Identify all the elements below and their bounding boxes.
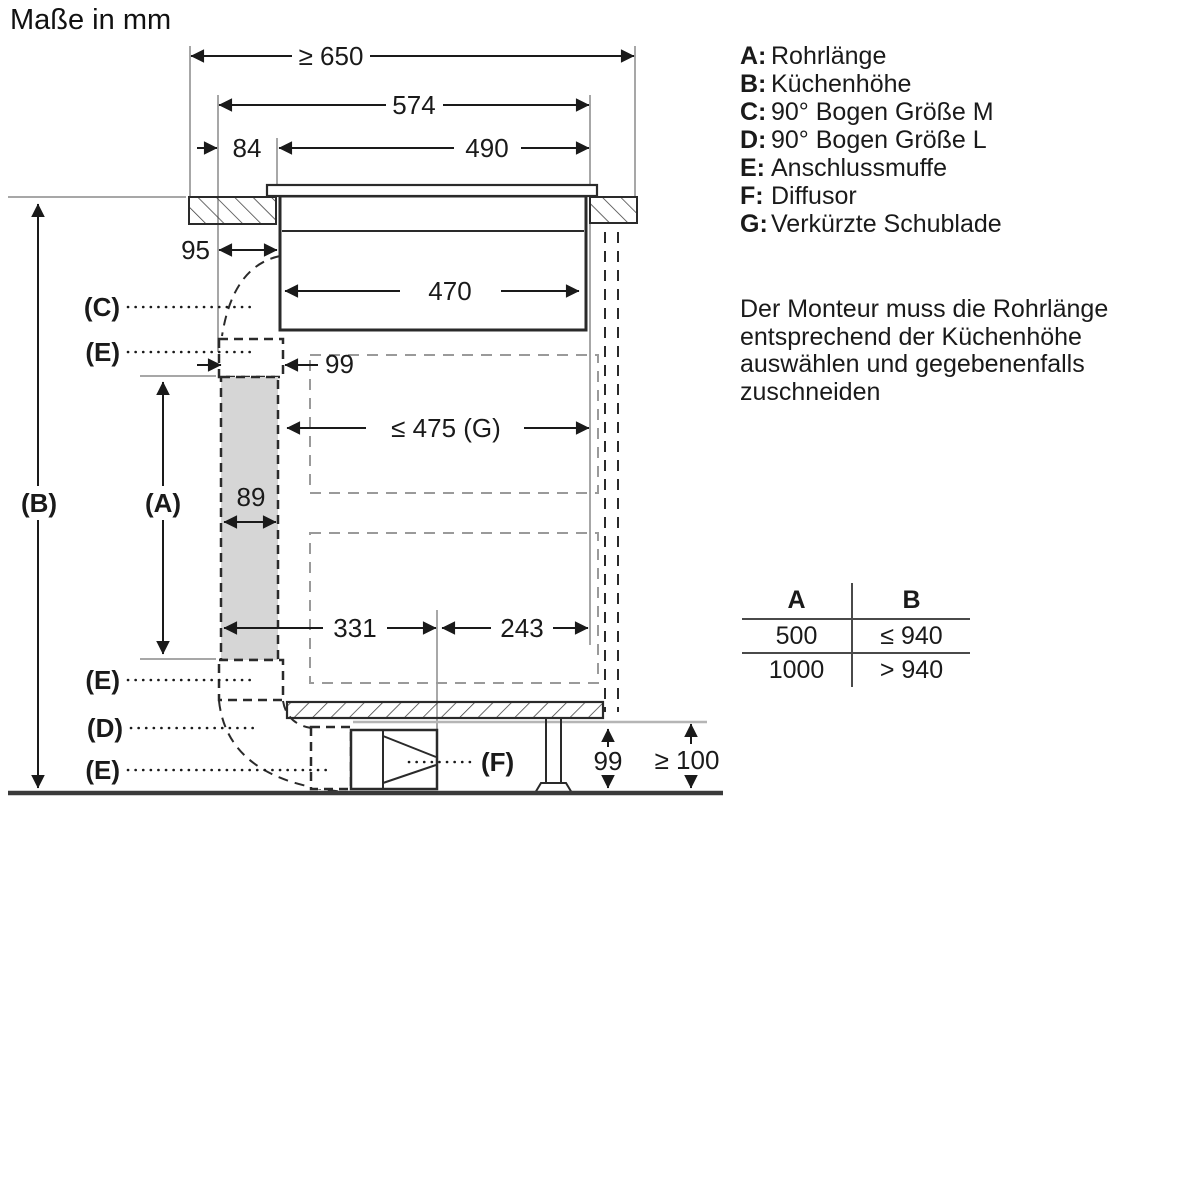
- dim-rear-offset: 95: [181, 235, 210, 265]
- dim-drawer-depth: ≤ 475 (G): [391, 413, 501, 443]
- callout-e-top: (E): [85, 337, 120, 367]
- dim-cutout-width: 574: [392, 90, 436, 120]
- dim-run-left: 331: [333, 613, 377, 643]
- callout-f: (F): [481, 747, 515, 777]
- legend-key-d: D:: [740, 126, 767, 154]
- dimension-lines: [38, 56, 691, 788]
- callout-d: (D): [86, 713, 123, 743]
- legend: [740, 42, 1002, 238]
- legend-key-c: C:: [740, 98, 767, 126]
- dim-hob-width: 490: [465, 133, 509, 163]
- note-line-2: entsprechend der Küchenhöhe: [740, 322, 1082, 351]
- dim-box-width: 470: [428, 276, 472, 306]
- cabinet-side-panel-dashed: [605, 232, 618, 712]
- dim-plinth-height: 99: [593, 746, 623, 776]
- diffusor: [351, 730, 437, 789]
- sleeve-e-top: [219, 339, 283, 377]
- legend-key-a: A:: [740, 42, 767, 70]
- callout-a: (A): [144, 488, 182, 518]
- page-title: Maße in mm: [10, 4, 172, 36]
- worktop-right-section: [590, 197, 637, 223]
- table-header-row: [742, 583, 970, 619]
- legend-label-b: Küchenhöhe: [771, 70, 912, 98]
- legend-key-e: E:: [740, 154, 765, 182]
- note-line-4: zuschneiden: [740, 377, 881, 406]
- legend-label-f: Diffusor: [771, 182, 857, 210]
- dim-plinth-min: ≥ 100: [654, 745, 720, 775]
- dim-front-offset: 84: [232, 133, 262, 163]
- legend-key-g: G:: [740, 210, 768, 238]
- legend-item-c: [740, 98, 1002, 126]
- installer-note: [740, 296, 1108, 406]
- table-cell-a2: 1000: [742, 653, 852, 687]
- legend-label-c: 90° Bogen Größe M: [771, 98, 994, 126]
- lower-drawer-outline: [310, 533, 598, 683]
- legend-item-d: [740, 126, 1002, 154]
- table-row: [742, 619, 970, 653]
- dim-worktop-depth: ≥ 650: [298, 41, 364, 71]
- hob-top-plate: [267, 185, 597, 196]
- table-row: [742, 653, 970, 687]
- legend-item-a: [740, 42, 1002, 70]
- note-line-3: auswählen und gegebenenfalls: [740, 350, 1085, 378]
- hob: [267, 185, 597, 330]
- duct-run: [219, 339, 351, 789]
- legend-key-b: B:: [740, 70, 767, 98]
- note-line-1: Der Monteur muss die Rohrlänge: [740, 295, 1109, 323]
- table-cell-a1: 500: [742, 619, 852, 653]
- legend-label-a: Rohrlänge: [771, 42, 887, 70]
- pipe-length-table: [742, 583, 970, 687]
- legend-item-f: [740, 182, 1002, 210]
- callout-b: (B): [20, 488, 58, 518]
- table-header-a: A: [742, 583, 852, 619]
- callout-c: (C): [83, 292, 120, 322]
- legend-item-b: [740, 70, 1002, 98]
- dim-run-right: 243: [500, 613, 544, 643]
- legend-item-e: [740, 154, 1002, 182]
- duct-a-gray: [221, 377, 278, 660]
- bend-c-arc: [222, 256, 280, 336]
- callout-e-middle: (E): [85, 665, 120, 695]
- cabinet-bottom-panel: [287, 702, 603, 718]
- dim-muffe-width: 99: [325, 349, 354, 379]
- legend-label-e: Anschlussmuffe: [771, 154, 948, 182]
- dim-duct-width: 89: [236, 482, 266, 512]
- legend-label-g: Verkürzte Schublade: [771, 210, 1002, 238]
- table-cell-b2: > 940: [879, 656, 944, 684]
- sleeve-e-bottom: [311, 727, 351, 789]
- legend-key-f: F:: [740, 182, 764, 210]
- callout-e-bottom: (E): [85, 755, 120, 785]
- worktop-left-section: [189, 197, 276, 224]
- legend-item-g: [740, 210, 1002, 238]
- legend-label-d: 90° Bogen Größe L: [771, 126, 987, 154]
- table-cell-b1: ≤ 940: [852, 619, 970, 653]
- hob-body: [280, 196, 586, 330]
- table-header-b: B: [852, 583, 970, 619]
